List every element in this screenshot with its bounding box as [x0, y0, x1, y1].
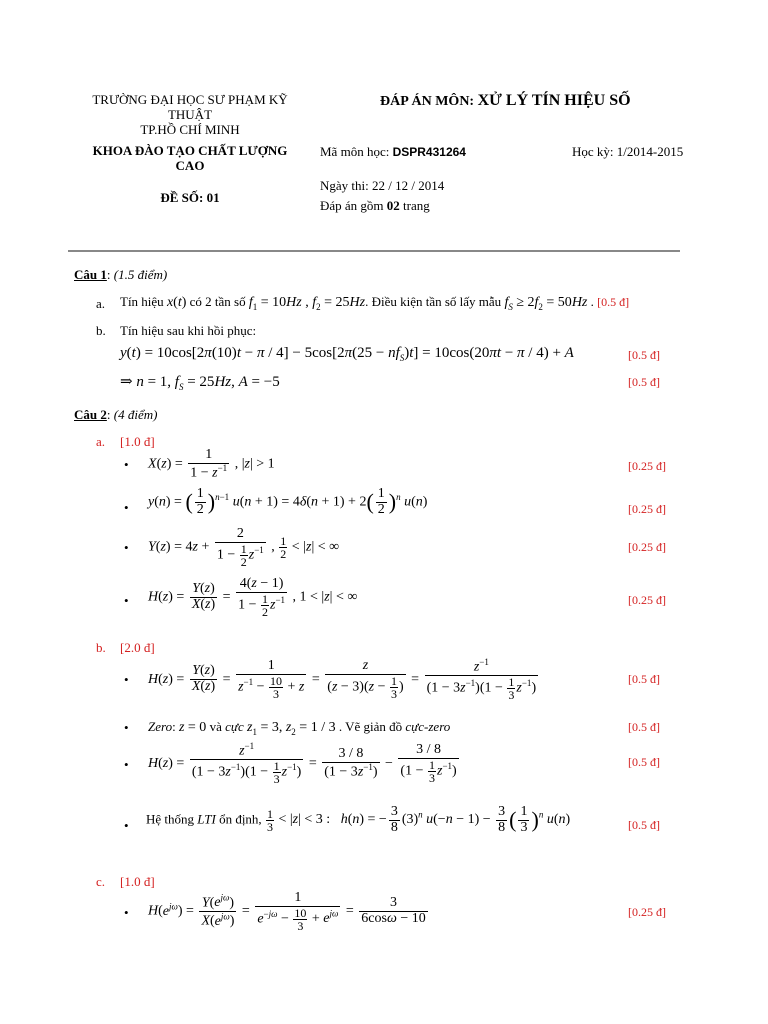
q2-heading: Câu 2: (4 điểm): [74, 407, 158, 422]
q2-c-eq1: $H(e^{j\omega})$ = $\frac{Y(e^{j\omega})}{X(e^{j\omega})}$ = 1 $e^{-j\omega}$ − $\frac{10}{3}$ + $e^{j\omega}$ = $\frac{3}{6\cos\omega - 10}$: [148, 890, 426, 933]
q2-a-score1: [0.25 đ]: [628, 459, 666, 473]
program-line1: KHOA ĐÀO TẠO CHẤT LƯỢNG: [92, 143, 288, 158]
exam-date: Ngày thi: 22 / 12 / 2014: [320, 178, 445, 193]
q2-a-score4: [0.25 đ]: [628, 593, 666, 607]
exam-number: ĐỀ SỐ: 01: [160, 190, 220, 205]
stable-text1: Hệ thống: [146, 811, 195, 827]
q2-b-stable: Hệ thống LTI ổn định, $\frac{1}{3}$ < |z| < 3 : h(n) = − $\frac{3}{8}$ $(3)^n$ u(−n − 1) − $\frac{3}{8}$ ( $\frac{1}{3}$ )$^n$ u(n): [146, 804, 571, 835]
q1-b-eq2: ⇒ n = 1, $f_S = 25Hz$, A = −5: [120, 374, 280, 392]
answer-title: [380, 92, 631, 110]
q1-a-text1: Tín hiệu: [120, 294, 164, 309]
q1-heading: Câu 1: (1.5 điểm): [74, 267, 168, 282]
q2-c-score: [1.0 đ]: [120, 874, 155, 889]
q2-b-eq1: H(z) = $\frac{Y(z)}{X(z)}$ = 1 $z^{-1}$ − $\frac{10}{3}$ + z = z (z − 3)(z − $\frac{1}{3}$ ) = $z^{-1}$ $(1 - 3z^{-1})(1$ − $\frac{1}{3}$ $z^{-1}$): [148, 657, 537, 703]
q2-b-score4: [0.5 đ]: [628, 818, 660, 832]
q1-title: Câu 1: [74, 267, 107, 282]
zero-plot-text: . Vẽ giản đồ: [338, 719, 403, 734]
bullet-icon: •: [124, 593, 129, 608]
q1-a-text3: . Điều kiện tần số lấy mẫu: [365, 294, 502, 309]
q2-b-score2: [0.5 đ]: [628, 720, 660, 734]
q2-a-eq4: H(z) = $\frac{Y(z)}{X(z)}$ = 4(z − 1) 1 − $\frac{1}{2}$ $z^{-1}$ , 1 < |z| < ∞: [148, 576, 358, 619]
stable-lti: LTI: [197, 811, 216, 827]
course-code: DSPR431264: [392, 145, 466, 159]
bullet-icon: •: [124, 757, 129, 772]
q1-points: (1.5 điểm): [113, 267, 168, 282]
q2-b-zero-text: Zero: z = 0 và cực $z_1 = 3$, $z_2 = 1 / 3$ . Vẽ giản đồ cực-zero: [148, 719, 451, 737]
q2-b-score1: [0.5 đ]: [628, 672, 660, 686]
bullet-icon: •: [124, 720, 129, 735]
bullet-icon: •: [124, 500, 129, 515]
school-name: [70, 92, 310, 137]
q2-a-eq2: y(n) = ( $\frac{1}{2}$ )$^{n-1}$ u(n + 1) = 4δ(n + 1) + 2( $\frac{1}{2}$ )$^n$ u(n): [148, 486, 428, 517]
program-line2: CAO: [175, 158, 205, 173]
q1-b-eq1: $y(t) = 10\cos[2\pi(10)t - \pi / 4] - 5\cos[2\pi(25 - nf_S)t] = 10\cos(20\pi t - \pi / 4) + A$: [120, 345, 574, 363]
q2-c-label: c.: [96, 874, 106, 889]
q2-b-label: b.: [96, 640, 106, 655]
page-count-number: 02: [386, 198, 400, 213]
stable-text2: ổn định,: [219, 811, 262, 827]
q1-b-score1: [0.5 đ]: [628, 348, 660, 362]
q2-a-label: a.: [96, 434, 106, 449]
q2-a-score2: [0.25 đ]: [628, 502, 666, 516]
page-count: [320, 198, 430, 214]
school-line1: TRƯỜNG ĐẠI HỌC SƯ PHẠM KỸ: [92, 92, 288, 107]
course-code-line: [320, 144, 466, 160]
zero-plot-label: cực-zero: [405, 719, 451, 734]
semester: Học kỳ: 1/2014-2015: [572, 144, 684, 159]
answer-title-prefix: ĐÁP ÁN MÔN:: [380, 94, 478, 109]
zero-label: Zero: [148, 719, 173, 734]
bullet-icon: •: [124, 457, 129, 472]
q1-a-text: Tín hiệu x(t) có 2 tần số $f_1 = 10Hz$ , $f_2 = 25Hz$. Điều kiện tần số lấy mẫu $f_S \ge 2f_2 = 50Hz$ . [0.5 đ]: [120, 294, 630, 312]
q2-a-score: [1.0 đ]: [120, 434, 155, 449]
q2-c-score1: [0.25 đ]: [628, 905, 666, 919]
page-count-suffix: trang: [399, 198, 430, 213]
course-code-label: Mã môn học:: [320, 144, 393, 159]
subject-name: XỬ LÝ TÍN HIỆU SỐ: [477, 92, 631, 109]
zero-and: và: [209, 719, 222, 734]
q1-b-text: Tín hiệu sau khi hồi phục:: [120, 323, 257, 338]
q1-a-score: [0.5 đ]: [597, 295, 630, 309]
q2-a-eq1: X(z) = $\frac{1}{1 - z^{-1}}$ , |z| > 1: [148, 447, 275, 481]
bullet-icon: •: [124, 905, 129, 920]
q1-a-text2: có 2 tần số: [189, 294, 246, 309]
program-name: [70, 143, 310, 173]
bullet-icon: •: [124, 540, 129, 555]
q2-b-score: [2.0 đ]: [120, 640, 155, 655]
q2-points: (4 điểm): [113, 407, 158, 422]
q2-b-score3: [0.5 đ]: [628, 755, 660, 769]
pole-label: cực: [225, 719, 244, 734]
bullet-icon: •: [124, 818, 129, 833]
school-line2: THUẬT: [167, 107, 213, 122]
q1-b-score2: [0.5 đ]: [628, 375, 660, 389]
header-divider: [68, 250, 680, 252]
school-line3: TP.HỒ CHÍ MINH: [140, 122, 240, 137]
q2-b-eq3: H(z) = $z^{-1}$ $(1 - 3z^{-1})(1$ − $\frac{1}{3}$ $z^{-1}$) = $\frac{3 / 8}{(1 - 3z^{-1})}$ − 3 / 8 (1 − $\frac{1}{3}$ $z^{-1}$): [148, 741, 457, 787]
page-count-prefix: Đáp án gồm: [320, 198, 387, 213]
q1-b-label: b.: [96, 323, 106, 338]
q1-a-label: a.: [96, 296, 106, 311]
q2-a-score3: [0.25 đ]: [628, 540, 666, 554]
q2-title: Câu 2: [74, 407, 107, 422]
bullet-icon: •: [124, 672, 129, 687]
q2-a-eq3: Y(z) = 4z + 2 1 − $\frac{1}{2}$ $z^{-1}$ , $\frac{1}{2}$ < |z| < ∞: [148, 526, 340, 569]
